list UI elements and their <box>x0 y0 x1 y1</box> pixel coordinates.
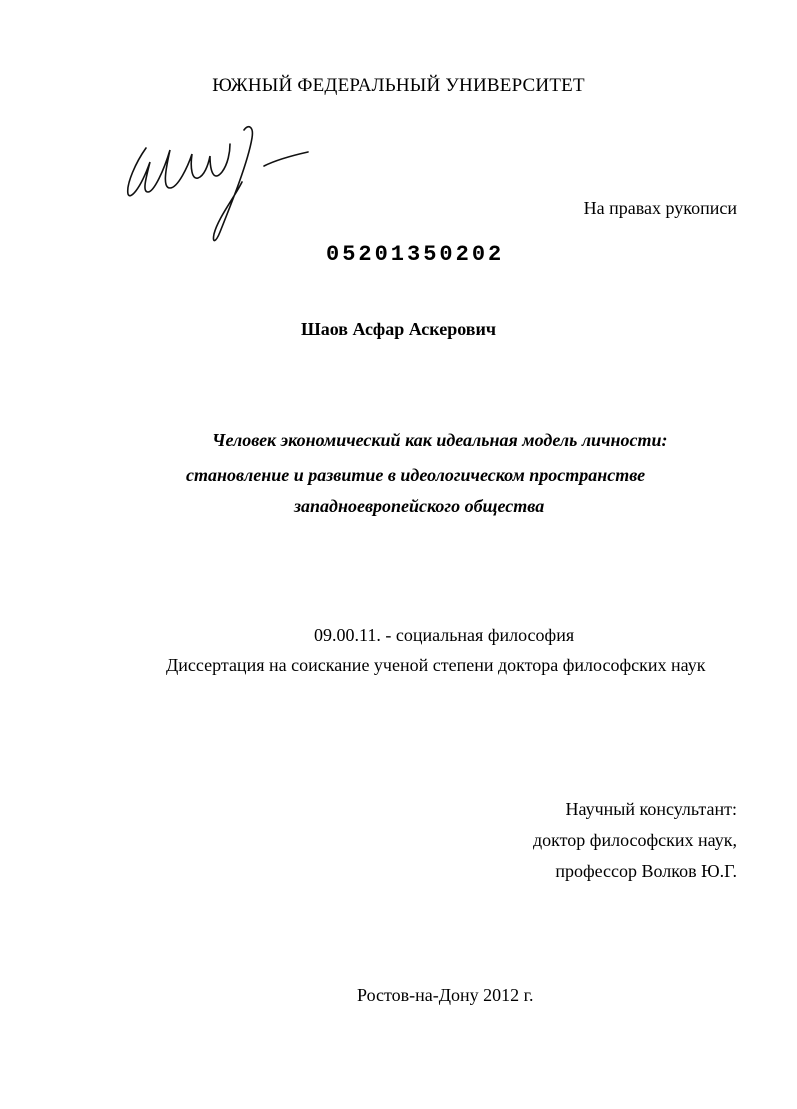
signature-icon <box>118 122 318 247</box>
catalog-number: 05201350202 <box>326 242 505 267</box>
manuscript-note: На правах рукописи <box>583 198 737 218</box>
dissertation-title-line-1: Человек экономический как идеальная модель личности: <box>212 430 668 450</box>
specialty-code: 09.00.11. - социальная философия <box>314 625 575 645</box>
university-name: ЮЖНЫЙ ФЕДЕРАЛЬНЫЙ УНИВЕРСИТЕТ <box>212 75 585 96</box>
dissertation-title-line-3: западноевропейского общества <box>294 496 545 516</box>
degree-statement: Диссертация на соискание ученой степени доктора философских наук <box>166 655 706 675</box>
advisor-degree: доктор философских наук, <box>533 830 737 850</box>
dissertation-title-line-2: становление и развитие в идеологическом пространстве <box>186 465 646 485</box>
advisor-label: Научный консультант: <box>565 799 737 819</box>
city-year: Ростов-на-Дону 2012 г. <box>357 985 534 1005</box>
advisor-name: профессор Волков Ю.Г. <box>555 861 737 881</box>
author-name: Шаов Асфар Аскерович <box>300 319 497 339</box>
